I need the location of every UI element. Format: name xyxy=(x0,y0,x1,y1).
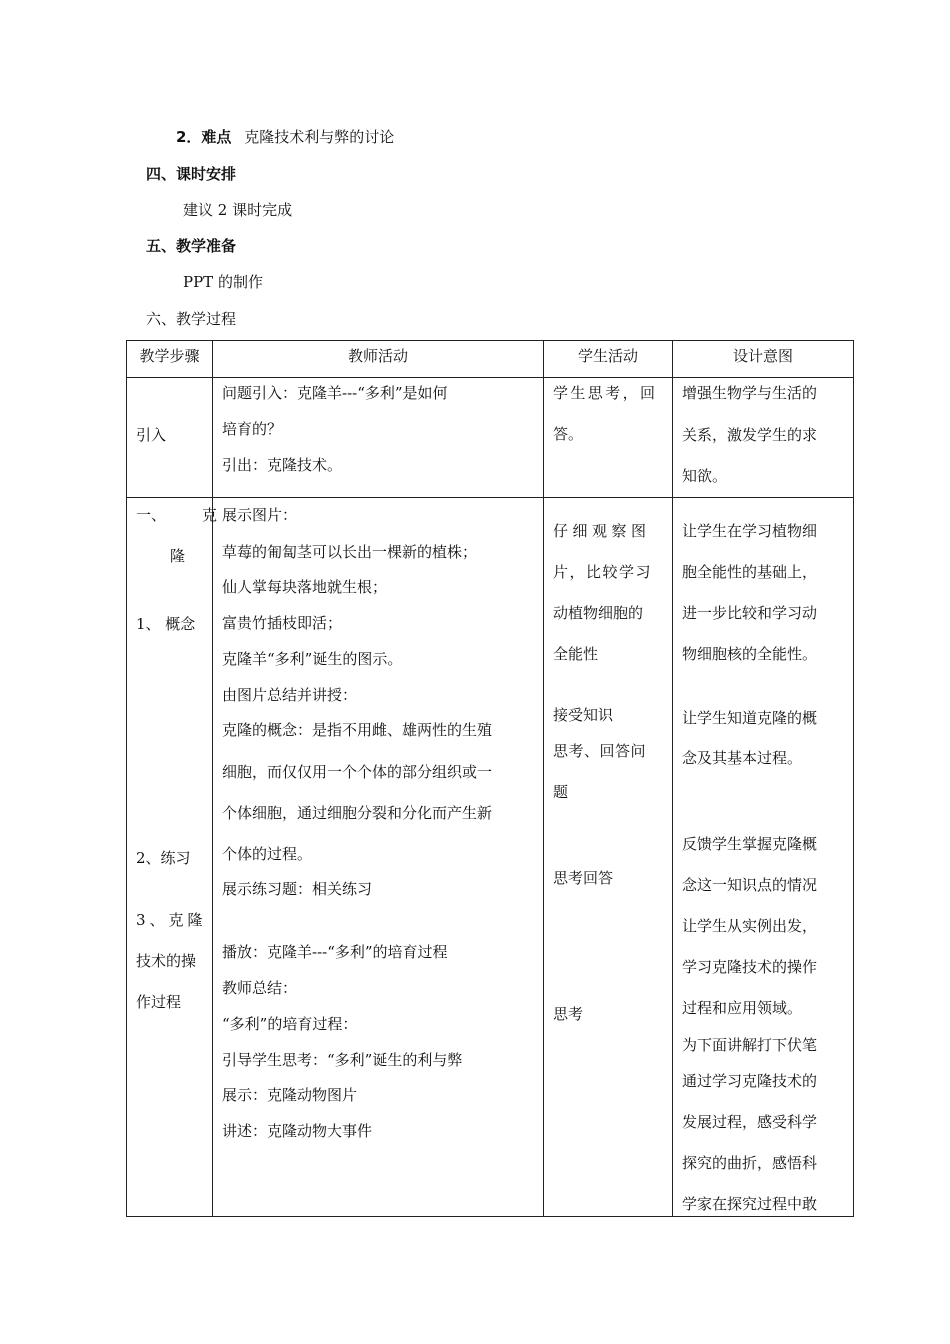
row1-intent-line: 关系，激发学生的求 xyxy=(682,426,818,444)
row2-intent-line: 进一步比较和学习动 xyxy=(682,604,818,622)
row2-student-line: 全能性 xyxy=(553,645,599,663)
row2-teacher-line: 仙人掌每块落地就生根； xyxy=(222,578,388,596)
row2-intent-line: 让学生知道克隆的概 xyxy=(682,709,818,727)
row2-teacher-line: 克隆羊“多利”诞生的图示。 xyxy=(222,650,403,668)
row2-step-part: 2、练习 xyxy=(136,849,191,867)
table-border-bottom xyxy=(126,1216,854,1217)
row2-step-part: 技术的操 xyxy=(136,952,197,970)
table-row-divider xyxy=(126,497,854,498)
section-4-heading: 四、课时安排 xyxy=(146,165,237,183)
difficulty-line xyxy=(176,127,394,147)
row2-teacher-line: 草莓的匍匐茎可以长出一棵新的植株； xyxy=(222,543,478,561)
row2-intent-line: 念及其基本过程。 xyxy=(682,749,803,767)
row2-teacher-line: 富贵竹插枝即活； xyxy=(222,614,343,632)
row2-intent-line: 让学生在学习植物细 xyxy=(682,522,818,540)
row2-step-part: 1、 概念 xyxy=(136,615,196,633)
row2-step-part: 隆 xyxy=(170,547,186,565)
row2-intent-line: 过程和应用领域。 xyxy=(682,999,803,1017)
section-4-text: 建议 2 课时完成 xyxy=(183,201,293,219)
row2-intent-line: 探究的曲折，感悟科 xyxy=(682,1154,818,1172)
row2-teacher-line: 克隆的概念：是指不用雌、雄两性的生殖 xyxy=(222,721,493,739)
section-5-text: PPT 的制作 xyxy=(183,273,263,291)
row1-teacher-line: 培育的？ xyxy=(222,420,283,438)
table-border-top xyxy=(126,340,854,341)
row2-teacher-line: 展示：克隆动物图片 xyxy=(222,1086,358,1104)
table-col-divider-2 xyxy=(543,340,544,1217)
row1-teacher-line: 引出：克隆技术。 xyxy=(222,456,343,474)
difficulty-text: 克隆技术利与弊的讨论 xyxy=(244,128,395,146)
row1-step: 引入 xyxy=(136,426,167,444)
row2-teacher-line: 个体细胞，通过细胞分裂和分化而产生新 xyxy=(222,804,493,822)
row2-intent-line: 学家在探究过程中敢 xyxy=(682,1195,818,1213)
row2-intent-line: 物细胞核的全能性。 xyxy=(682,645,818,663)
row2-student-line: 片，比较学习 xyxy=(553,563,653,581)
header-teacher-activity: 教师活动 xyxy=(347,347,408,365)
table-col-divider-1 xyxy=(212,340,213,1217)
row2-intent-line: 反馈学生掌握克隆概 xyxy=(682,835,818,853)
row2-student-line: 仔细观察图 xyxy=(553,522,651,540)
row2-intent-line: 让学生从实例出发， xyxy=(682,917,818,935)
row1-teacher-line: 问题引入：克隆羊---“多利”是如何 xyxy=(222,384,448,402)
header-student-activity: 学生活动 xyxy=(577,347,638,365)
table-border-right xyxy=(853,340,854,1217)
row1-student-line: 学生思考，回 xyxy=(553,384,658,402)
row2-step-part: 克 xyxy=(202,506,218,524)
header-design-intent: 设计意图 xyxy=(732,347,793,365)
row2-teacher-line: 展示图片： xyxy=(222,506,298,524)
difficulty-label: 2．难点 xyxy=(176,128,232,146)
row2-student-line: 题 xyxy=(553,783,569,801)
row2-step-part: 作过程 xyxy=(136,993,182,1011)
row2-intent-line: 学习克隆技术的操作 xyxy=(682,958,818,976)
row2-intent-line: 通过学习克隆技术的 xyxy=(682,1072,818,1090)
header-steps: 教学步骤 xyxy=(139,347,200,365)
row2-teacher-line: 细胞，而仅仅用一个个体的部分组织或一 xyxy=(222,763,493,781)
row2-student-line: 思考 xyxy=(553,1005,584,1023)
table-header-divider xyxy=(126,377,854,378)
row2-teacher-line: 由图片总结并讲授： xyxy=(222,686,358,704)
row2-intent-line: 发展过程，感受科学 xyxy=(682,1113,818,1131)
row2-teacher-line: 讲述：克隆动物大事件 xyxy=(222,1122,373,1140)
row2-step-part: 一、 xyxy=(136,506,167,524)
row1-intent-line: 知欲。 xyxy=(682,467,728,485)
row2-step-part: 3、克隆 xyxy=(136,911,207,929)
row2-intent-line: 为下面讲解打下伏笔 xyxy=(682,1036,818,1054)
row2-teacher-line: 展示练习题：相关练习 xyxy=(222,880,373,898)
row2-intent-line: 念这一知识点的情况 xyxy=(682,876,818,894)
row2-teacher-line: “多利”的培育过程： xyxy=(222,1015,358,1033)
row2-student-line: 动植物细胞的 xyxy=(553,604,644,622)
row2-student-line: 思考回答 xyxy=(553,869,614,887)
row2-teacher-line: 个体的过程。 xyxy=(222,845,313,863)
row2-student-line: 思考、回答问 xyxy=(553,742,647,760)
section-6-heading: 六、教学过程 xyxy=(146,310,237,328)
row2-teacher-line: 教师总结： xyxy=(222,979,298,997)
row2-intent-line: 胞全能性的基础上， xyxy=(682,563,818,581)
table-col-divider-3 xyxy=(672,340,673,1217)
row1-student-line: 答。 xyxy=(553,425,584,443)
row2-student-line: 接受知识 xyxy=(553,706,614,724)
row2-teacher-line: 播放：克隆羊---“多利”的培育过程 xyxy=(222,943,448,961)
row2-teacher-line: 引导学生思考：“多利”诞生的利与弊 xyxy=(222,1051,463,1069)
section-5-heading: 五、教学准备 xyxy=(146,237,237,255)
table-border-left xyxy=(126,340,127,1217)
row1-intent-line: 增强生物学与生活的 xyxy=(682,384,818,402)
